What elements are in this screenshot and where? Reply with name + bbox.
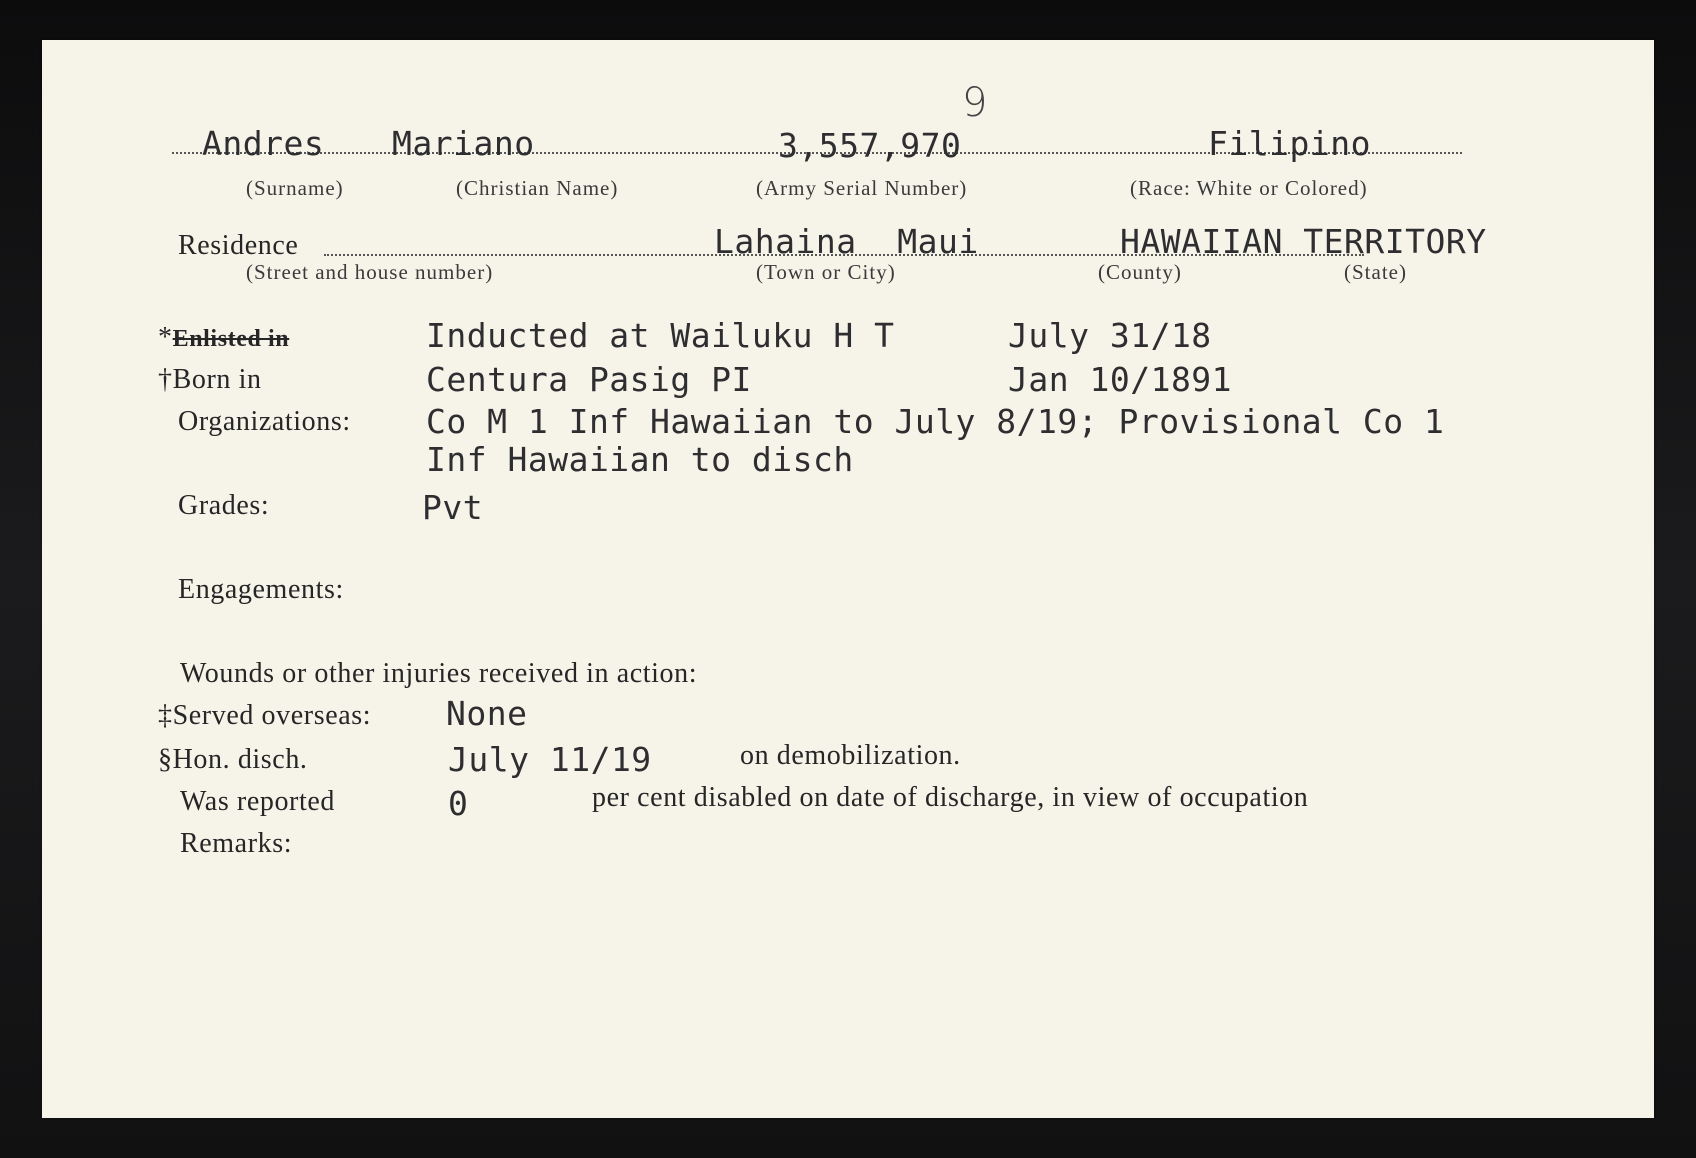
enlisted-date: July 31/18 xyxy=(1008,316,1212,355)
town-caption: (Town or City) xyxy=(756,260,896,284)
overseas-value: None xyxy=(446,694,528,733)
hon-disch-date: July 11/19 xyxy=(448,740,652,779)
born-date: Jan 10/1891 xyxy=(1008,360,1233,399)
engagements-label: Engagements: xyxy=(178,574,344,605)
race-value: Filipino xyxy=(1208,124,1371,163)
born-value: Centura Pasig PI xyxy=(426,360,752,399)
street-caption: (Street and house number) xyxy=(246,260,494,284)
enlisted-label xyxy=(158,322,289,354)
born-label: †Born in xyxy=(158,364,262,395)
residence-state-value: HAWAIIAN TERRITORY xyxy=(1120,222,1487,261)
wounds-label: Wounds or other injuries received in action: xyxy=(180,658,698,689)
reported-label: Was reported xyxy=(180,786,335,817)
residence-town-value: Lahaina Maui xyxy=(714,222,979,261)
residence-label: Residence xyxy=(178,230,299,261)
overseas-label: ‡Served overseas: xyxy=(158,700,372,731)
reported-value: 0 xyxy=(448,784,469,823)
grades-label: Grades: xyxy=(178,490,270,521)
hon-disch-text: on demobilization. xyxy=(740,740,961,771)
organizations-line-1: Co M 1 Inf Hawaiian to July 8/19; Provisional Co 1 xyxy=(426,402,1445,441)
serial-number-value: 3,557,970 xyxy=(778,126,962,165)
enlisted-struck-text: Enlisted in xyxy=(172,326,290,352)
serial-number-caption: (Army Serial Number) xyxy=(756,176,968,200)
organizations-label: Organizations: xyxy=(178,406,351,437)
remarks-label: Remarks: xyxy=(180,828,293,859)
christian-name-value: Mariano xyxy=(392,124,535,163)
county-caption: (County) xyxy=(1098,260,1182,284)
enlisted-mark: * xyxy=(158,322,173,353)
organizations-line-2: Inf Hawaiian to disch xyxy=(426,440,854,479)
christian-name-caption: (Christian Name) xyxy=(456,176,619,200)
service-record-card xyxy=(42,40,1654,1118)
state-caption: (State) xyxy=(1344,260,1407,284)
enlisted-value: Inducted at Wailuku H T xyxy=(426,316,895,355)
surname-value: Andres xyxy=(202,124,325,163)
surname-caption: (Surname) xyxy=(246,176,344,200)
hon-disch-label: §Hon. disch. xyxy=(158,744,308,775)
reported-text: per cent disabled on date of discharge, in view of occupation xyxy=(592,782,1309,813)
race-caption: (Race: White or Colored) xyxy=(1130,176,1368,200)
grades-value: Pvt xyxy=(422,488,484,527)
handwritten-mark: 9 xyxy=(962,80,988,126)
